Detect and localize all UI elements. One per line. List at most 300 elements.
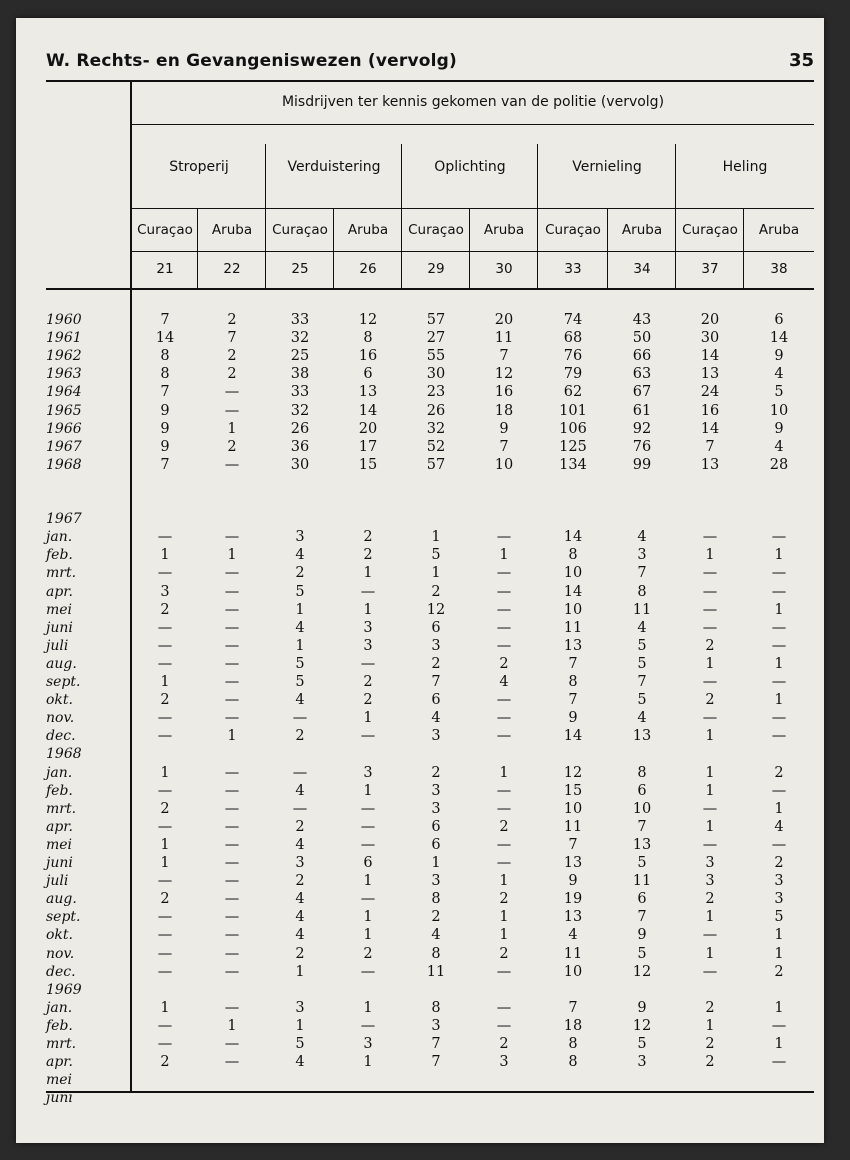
column-number: 33 [564,261,582,277]
table-cell: 7 [637,565,647,582]
table-cell: 52 [426,438,446,455]
table-cell: 1 [160,999,170,1016]
table-cell: 13 [700,456,720,473]
table-cell: 1 [774,927,784,944]
column-name: Curaçao [682,222,738,238]
row-label: nov. [46,945,75,962]
table-cell: 13 [632,836,652,853]
table-cell: 1 [431,529,441,546]
table-cell: — [292,764,308,781]
table-cell: — [771,728,787,745]
table-cell: 2 [705,999,715,1016]
table-cell: 3 [705,855,715,871]
table-cell: 1 [363,999,373,1016]
table-cell: — [224,456,240,473]
table-cell: — [496,1017,512,1034]
table-cell: 43 [632,312,652,328]
row-label: dec. [46,728,76,745]
table-cell: — [224,692,240,709]
table-cell: 7 [160,456,170,473]
table-cell: 26 [426,402,446,419]
table-cell: — [157,529,173,546]
table-cell: 3 [499,1054,509,1071]
row-label: 1964 [46,384,82,401]
row-label: okt. [46,692,73,709]
table-cell: — [224,674,240,690]
table-cell: 1 [363,565,373,582]
table-cell: — [360,583,376,600]
header-bottom-rule [46,288,814,290]
table-cell: — [292,800,308,817]
table-cell: — [496,836,512,853]
table-cell: — [157,710,173,727]
table-cell: 1 [227,420,237,437]
table-cell: — [771,674,787,690]
table-cell: — [771,529,787,546]
table-cell: — [702,710,718,727]
table-cell: 3 [431,728,441,745]
table-cell: 1 [160,855,170,871]
table-cell: 3 [363,1036,373,1052]
table-cell: — [157,1036,173,1052]
table-cell: 5 [431,547,441,564]
table-cell: — [496,529,512,546]
table-cell: 13 [563,637,583,654]
table-cell: 2 [774,963,784,980]
table-cell: 79 [563,366,583,383]
table-cell: — [224,637,240,654]
subcolumn-divider [333,208,334,290]
table-cell: 2 [160,692,170,709]
table-cell: — [771,836,787,853]
table-cell: 8 [160,348,170,365]
column-number: 29 [427,261,445,277]
table-cell: 13 [700,366,720,383]
row-label: mrt. [46,800,77,817]
table-cell: 9 [160,420,170,437]
table-cell: — [702,529,718,546]
table-cell: 8 [568,1054,578,1071]
table-cell: 4 [295,909,305,926]
table-cell: — [157,909,173,926]
table-cell: 2 [295,565,305,582]
table-cell: 6 [431,692,441,709]
table-cell: — [224,764,240,781]
table-cell: 2 [705,891,715,908]
table-cell: 24 [700,384,720,401]
table-cell: 4 [568,927,578,944]
table-cell: — [360,836,376,853]
table-cell: 9 [568,873,578,890]
table-cell: 2 [431,655,441,672]
table-cell: 2 [160,800,170,817]
table-cell: 99 [632,456,652,473]
table-cell: 12 [563,764,583,781]
table-cell: 8 [637,583,647,600]
table-cell: 3 [363,619,373,636]
table-cell: — [224,402,240,419]
page-number: 35 [788,50,814,71]
subcolumn-divider [743,208,744,290]
table-cell: — [360,818,376,835]
table-cell: 30 [426,366,446,383]
column-number: 22 [223,261,241,277]
table-cell: 4 [774,818,784,835]
table-cell: 2 [227,348,237,365]
table-cell: 5 [637,945,647,962]
column-name: Aruba [621,222,663,238]
table-cell: 57 [426,312,446,328]
table-cell: — [702,927,718,944]
table-cell: 23 [426,384,446,401]
table-cell: 3 [431,800,441,817]
table-cell: 3 [295,855,305,871]
table-cell: — [702,674,718,690]
table-cell: 18 [494,402,514,419]
table-cell: 1 [705,945,715,962]
table-cell: 16 [358,348,378,365]
table-cell: — [157,927,173,944]
row-label: 1968 [46,456,82,473]
table-cell: 2 [363,529,373,546]
table-cell: 4 [499,674,509,690]
table-cell: 1 [705,909,715,926]
table-cell: 4 [431,710,441,727]
table-cell: 4 [637,710,647,727]
table-cell: 11 [494,330,514,347]
table-cell: — [292,710,308,727]
group-heading: Heling [722,159,768,175]
table-cell: 6 [431,818,441,835]
table-cell: 14 [563,728,583,745]
column-name: Aruba [483,222,525,238]
table-cell: — [157,782,173,799]
table-cell: 8 [160,366,170,383]
table-cell: 125 [559,438,587,455]
table-cell: 4 [295,782,305,799]
table-cell: 2 [295,728,305,745]
table-cell: — [496,710,512,727]
table-cell: 3 [637,547,647,564]
table-cell: 10 [563,565,583,582]
table-cell: 2 [499,655,509,672]
table-cell: — [224,529,240,546]
table-cell: 20 [700,312,720,328]
table-cell: — [224,1054,240,1071]
table-cell: 12 [632,963,652,980]
table-cell: — [771,1017,787,1034]
group-heading: Stroperij [169,159,229,175]
table-cell: 14 [155,330,175,347]
table-cell: — [224,963,240,980]
table-cell: 61 [632,402,652,419]
table-cell: — [702,565,718,582]
table-cell: — [496,800,512,817]
table-cell: 2 [705,692,715,709]
table-cell: 7 [160,384,170,401]
table-cell: 9 [637,999,647,1016]
row-label: jan. [46,529,73,546]
row-label: juni [46,1090,73,1107]
table-cell: 30 [700,330,720,347]
table-cell: 50 [632,330,652,347]
column-number: 34 [633,261,651,277]
table-cell: — [360,1017,376,1034]
table-cell: 1 [363,873,373,890]
table-cell: — [496,637,512,654]
row-label: sept. [46,674,81,690]
table-cell: 8 [568,547,578,564]
row-label: 1968 [46,746,82,763]
table-cell: 4 [295,547,305,564]
row-label: apr. [46,1054,73,1071]
table-cell: 33 [290,312,310,328]
table-cell: 68 [563,330,583,347]
row-label: apr. [46,818,73,835]
table-cell: 134 [559,456,587,473]
bottom-rule [46,1091,814,1093]
table-cell: 14 [769,330,789,347]
table-cell: 2 [431,764,441,781]
table-cell: 14 [700,348,720,365]
column-number: 30 [495,261,513,277]
row-label: 1963 [46,366,82,383]
column-name: Curaçao [137,222,193,238]
table-cell: 7 [499,438,509,455]
column-name: Aruba [758,222,800,238]
row-label: apr. [46,583,73,600]
table-cell: 2 [227,438,237,455]
table-cell: — [496,619,512,636]
table-cell: 1 [295,637,305,654]
table-cell: 1 [774,800,784,817]
table-cell: 4 [295,891,305,908]
table-cell: — [702,583,718,600]
table-cell: 5 [637,692,647,709]
table-cell: 2 [499,891,509,908]
table-cell: 1 [774,1036,784,1052]
table-cell: — [224,710,240,727]
table-cell: — [224,836,240,853]
row-label: juli [46,637,69,654]
table-cell: 2 [499,1036,509,1052]
table-cell: 1 [160,674,170,690]
table-cell: 1 [705,764,715,781]
table-cell: 3 [431,782,441,799]
table-cell: 2 [160,891,170,908]
table-cell: 10 [563,800,583,817]
table-cell: 13 [563,909,583,926]
table-cell: 5 [295,674,305,690]
row-label: mei [46,836,73,853]
table-cell: — [224,855,240,871]
table-cell: 6 [637,891,647,908]
table-cell: — [771,710,787,727]
row-label: juni [46,855,73,871]
table-cell: 12 [632,1017,652,1034]
table-cell: — [224,891,240,908]
table-cell: 7 [568,655,578,672]
table-cell: 8 [431,945,441,962]
table-cell: 1 [160,547,170,564]
table-cell: 5 [774,384,784,401]
column-name: Curaçao [272,222,328,238]
table-cell: 1 [774,999,784,1016]
table-cell: 6 [363,855,373,871]
table-cell: 36 [290,438,310,455]
table-cell: 13 [632,728,652,745]
table-cell: 66 [632,348,652,365]
table-cell: — [157,655,173,672]
table-cell: 1 [227,728,237,745]
table-cell: 10 [494,456,514,473]
table-cell: — [224,999,240,1016]
table-cell: 2 [705,637,715,654]
row-label: mei [46,1072,73,1089]
table-cell: 6 [637,782,647,799]
table-cell: 1 [227,1017,237,1034]
row-label: 1967 [46,511,82,528]
table-cell: 1 [160,764,170,781]
table-cell: 9 [160,402,170,419]
row-label: okt. [46,927,73,944]
table-cell: — [360,800,376,817]
table-cell: — [702,619,718,636]
table-cell: 9 [774,348,784,365]
table-cell: 7 [568,999,578,1016]
table-cell: — [496,728,512,745]
table-cell: — [771,1054,787,1071]
table-cell: 2 [774,764,784,781]
table-cell: — [702,800,718,817]
row-label: 1969 [46,981,82,998]
table-cell: — [157,963,173,980]
page-title: W. Rechts- en Gevangeniswezen (vervolg) [46,51,457,71]
table-cell: 2 [499,945,509,962]
table-cell: 14 [563,529,583,546]
table-cell: 2 [295,945,305,962]
column-number: 21 [156,261,174,277]
table-cell: 1 [363,710,373,727]
table-cell: — [224,945,240,962]
table-cell: 1 [705,818,715,835]
table-cell: 1 [499,909,509,926]
page-header [46,50,814,80]
table-cell: — [360,655,376,672]
table-cell: 5 [295,1036,305,1052]
column-name: Aruba [211,222,253,238]
table-cell: — [496,601,512,618]
table-cell: 19 [563,891,583,908]
table-cell: 63 [632,366,652,383]
table-cell: 20 [494,312,514,328]
table-cell: 4 [295,692,305,709]
table-cell: 9 [160,438,170,455]
table-cell: 15 [358,456,378,473]
group-heading: Vernieling [572,159,642,175]
table-cell: 7 [160,312,170,328]
row-label: mei [46,601,73,618]
table-cell: 3 [431,1017,441,1034]
table-cell: — [157,1017,173,1034]
group-heading: Verduistering [287,159,381,175]
table-cell: 7 [227,330,237,347]
table-cell: 12 [358,312,378,328]
table-cell: 11 [426,963,446,980]
table-cell: 1 [774,945,784,962]
table-cell: 7 [431,1054,441,1071]
table-cell: 8 [363,330,373,347]
table-cell: 11 [563,619,583,636]
row-label: feb. [46,1017,73,1034]
table-cell: 28 [769,456,789,473]
table-cell: — [224,601,240,618]
table-cell: 1 [431,565,441,582]
table-cell: 25 [290,348,310,365]
table-cell: — [496,583,512,600]
table-cell: — [771,782,787,799]
table-cell: 1 [160,836,170,853]
row-label: aug. [46,655,77,672]
table-cell: — [771,637,787,654]
row-label: 1962 [46,348,82,365]
table-cell: 5 [637,855,647,871]
row-label: mrt. [46,1036,77,1052]
table-cell: 1 [363,909,373,926]
table-cell: 14 [700,420,720,437]
table-cell: 3 [431,637,441,654]
column-number: 25 [291,261,309,277]
table-cell: 13 [358,384,378,401]
table-cell: 2 [363,945,373,962]
table-cell: 4 [774,366,784,383]
table-cell: 5 [295,583,305,600]
row-label: feb. [46,782,73,799]
group-heading: Oplichting [434,159,506,175]
table-cell: 3 [774,873,784,890]
table-cell: — [360,891,376,908]
table-cell: 1 [227,547,237,564]
table-cell: 2 [363,547,373,564]
subcolumn-divider [197,208,198,290]
table-cell: 76 [563,348,583,365]
table-cell: 8 [568,674,578,690]
table-cell: — [224,655,240,672]
table-cell: 4 [637,529,647,546]
table-cell: 3 [431,873,441,890]
table-cell: 1 [705,1017,715,1034]
table-cell: — [702,963,718,980]
table-cell: 1 [499,764,509,781]
table-cell: 5 [637,637,647,654]
row-label: 1961 [46,330,82,347]
table-cell: — [157,619,173,636]
row-label: 1965 [46,402,82,419]
table-cell: 10 [769,402,789,419]
table-cell: 1 [295,601,305,618]
table-cell: 2 [227,312,237,328]
table-cell: 9 [637,927,647,944]
table-cell: 1 [363,927,373,944]
table-cell: 26 [290,420,310,437]
table-cell: 1 [774,547,784,564]
table-cell: 38 [290,366,310,383]
table-cell: 1 [499,927,509,944]
table-cell: 7 [637,909,647,926]
table-cell: — [224,873,240,890]
table-cell: 9 [774,420,784,437]
table-cell: 7 [568,836,578,853]
